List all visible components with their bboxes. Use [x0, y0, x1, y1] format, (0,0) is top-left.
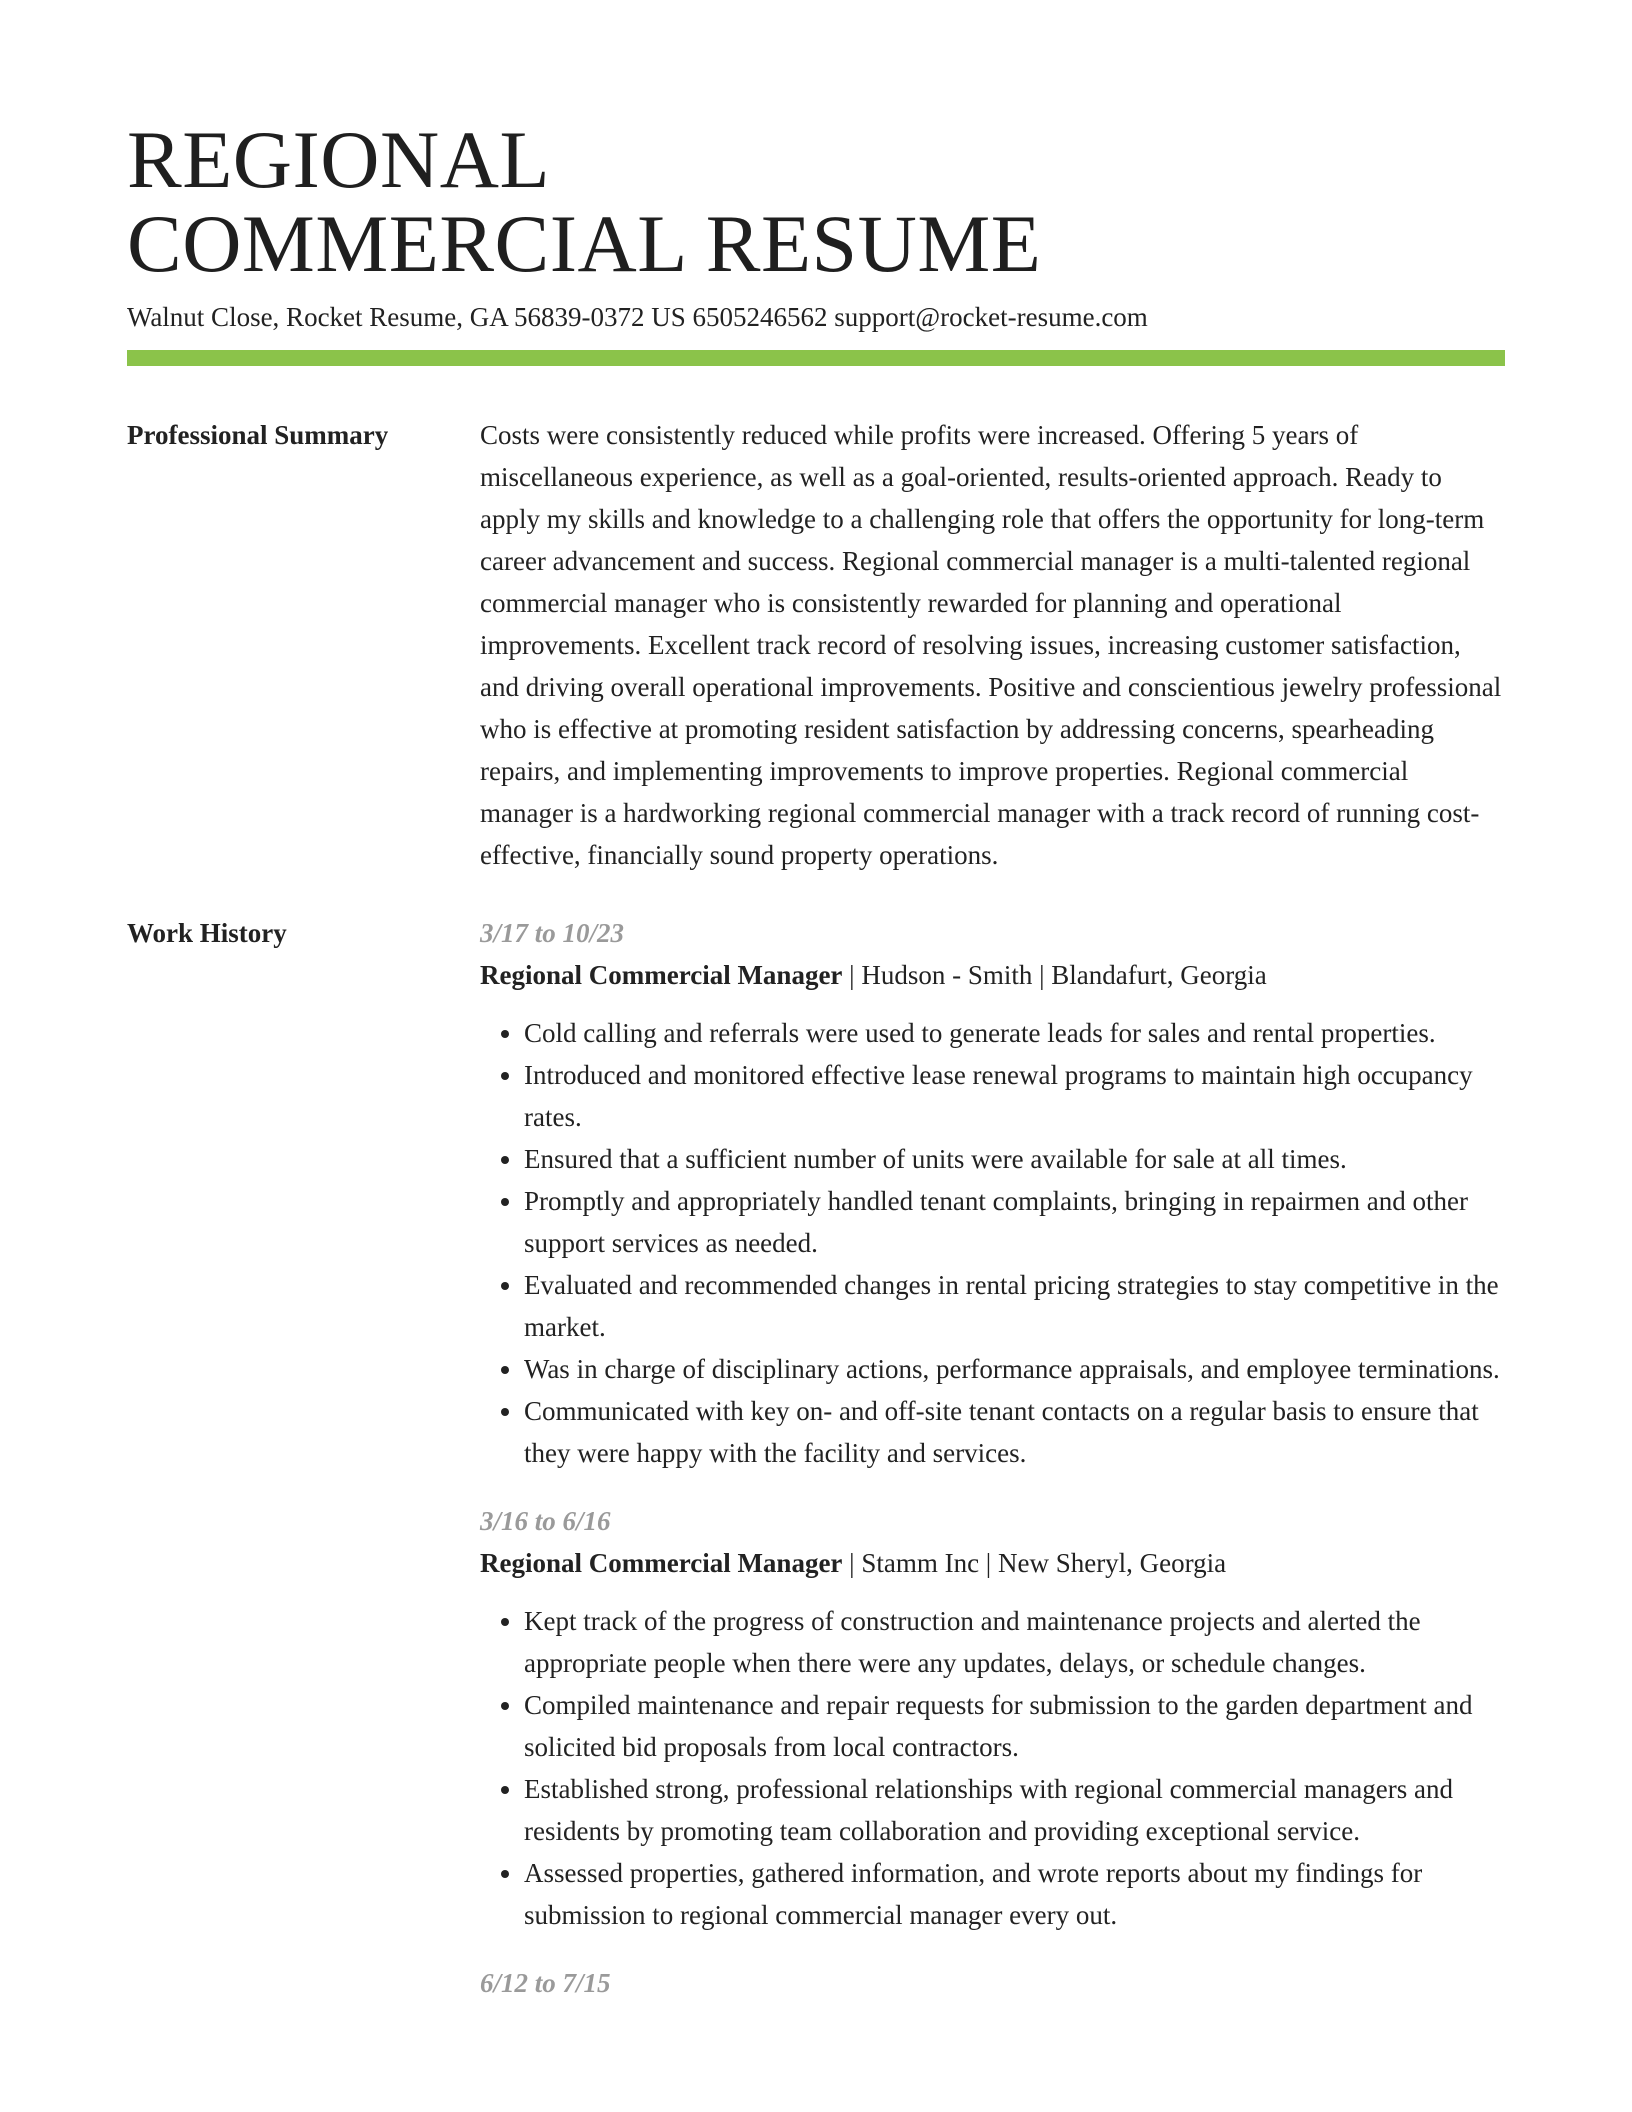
job-responsibility-item: • Assessed properties, gathered information, and wrote reports about my findings for submission to regional commercial manager every out.	[524, 1852, 1505, 1936]
job-responsibility-item: • Compiled maintenance and repair requests for submission to the garden department and solicited bid proposals from local contractors.	[524, 1684, 1505, 1768]
job-responsibility-item: • Established strong, professional relationships with regional commercial managers and residents by promoting team collaboration and providing exceptional service.	[524, 1768, 1505, 1852]
job-company-location: | Hudson - Smith | Blandafurt, Georgia	[842, 960, 1267, 990]
job-responsibility-item: • Kept track of the progress of construction and maintenance projects and alerted the appropriate people when there were any updates, delays, or schedule changes.	[524, 1600, 1505, 1684]
resume-title-line-1: REGIONAL	[127, 114, 551, 205]
professional-summary-heading: Professional Summary	[127, 420, 389, 450]
job-dates: 3/16 to 6/16	[480, 1506, 611, 1536]
resume-title	[127, 114, 1505, 289]
job-responsibility-item: • Evaluated and recommended changes in rental pricing strategies to stay competitive in the market.	[524, 1264, 1505, 1348]
job-entry	[480, 1962, 1505, 2004]
work-history-heading: Work History	[127, 918, 287, 948]
job-entry	[480, 1500, 1505, 1936]
job-responsibility-item: • Cold calling and referrals were used to generate leads for sales and rental properties.	[524, 1012, 1505, 1054]
job-title: Regional Commercial Manager	[480, 1548, 843, 1578]
professional-summary-section	[127, 414, 1505, 876]
work-history-section	[127, 912, 1505, 2004]
professional-summary-body	[480, 414, 1505, 876]
job-responsibility-item: • Introduced and monitored effective lease renewal programs to maintain high occupancy rates.	[524, 1054, 1505, 1138]
accent-divider	[127, 350, 1505, 366]
resume-title-line-2: COMMERCIAL RESUME	[127, 198, 1042, 289]
job-company-location: | Stamm Inc | New Sheryl, Georgia	[842, 1548, 1227, 1578]
professional-summary-text: Costs were consistently reduced while profits were increased. Offering 5 years of miscellaneous experience, as well as a goal-oriented, results-oriented approach. Ready to apply my skills and knowledge to a challenging role that offers the opportunity for long-term career advancement and success. Regional commercial manager is a multi-talented regional commercial manager who is consistently rewarded for planning and operational improvements. Excellent track record of resolving issues, increasing customer satisfaction, and driving overall operational improvements. Positive and conscientious jewelry professional who is effective at promoting resident satisfaction by addressing concerns, spearheading repairs, and implementing improvements to improve properties. Regional commercial manager is a hardworking regional commercial manager with a track record of running cost-effective, financially sound property operations.	[480, 420, 1502, 870]
job-responsibility-item: • Communicated with key on- and off-site tenant contacts on a regular basis to ensure that they were happy with the facility and services.	[524, 1390, 1505, 1474]
job-responsibilities-list	[480, 1012, 1505, 1474]
resume-page	[127, 114, 1505, 2004]
contact-info: Walnut Close, Rocket Resume, GA 56839-0372 US 6505246562 support@rocket-resume.com	[127, 302, 1148, 332]
job-entry	[480, 912, 1505, 1474]
job-responsibilities-list	[480, 1600, 1505, 1936]
job-dates: 3/17 to 10/23	[480, 918, 625, 948]
job-responsibility-item: • Ensured that a sufficient number of units were available for sale at all times.	[524, 1138, 1505, 1180]
job-dates: 6/12 to 7/15	[480, 1968, 611, 1998]
work-history-body	[480, 912, 1505, 2004]
job-responsibility-item: • Was in charge of disciplinary actions, performance appraisals, and employee terminations.	[524, 1348, 1505, 1390]
job-heading	[480, 1542, 1505, 1584]
job-heading	[480, 954, 1505, 996]
job-title: Regional Commercial Manager	[480, 960, 843, 990]
job-responsibility-item: • Promptly and appropriately handled tenant complaints, bringing in repairmen and other support services as needed.	[524, 1180, 1505, 1264]
